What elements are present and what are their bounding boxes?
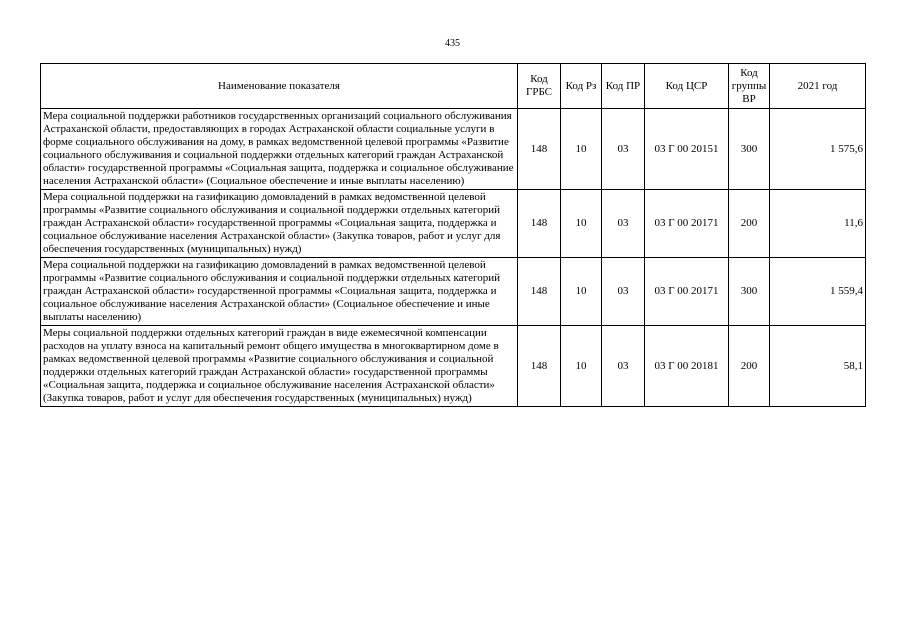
header-year: 2021 год xyxy=(770,64,866,109)
row-csr: 03 Г 00 20151 xyxy=(645,109,729,190)
row-grbs: 148 xyxy=(518,190,561,258)
row-name: Меры социальной поддержки отдельных категорий граждан в виде ежемесячной компенсации расходов на уплату взноса на капитальный ремонт общего имущества в многоквартирном доме в рамках ведомственной целевой программы «Развитие социального обслуживания и социальной поддержки отдельных категорий граждан Астраханской области» государственной программы «Социальная защита, поддержка и социальное обслуживание населения Астраханской области» (Закупка товаров, работ и услуг для обеспечения государственных (муниципальных) нужд) xyxy=(41,326,518,407)
header-vr: Код группы ВР xyxy=(729,64,770,109)
table-row xyxy=(41,190,866,258)
row-grbs: 148 xyxy=(518,109,561,190)
row-vr: 300 xyxy=(729,258,770,326)
table-row xyxy=(41,326,866,407)
row-grbs: 148 xyxy=(518,258,561,326)
row-vr: 200 xyxy=(729,190,770,258)
row-rz: 10 xyxy=(561,190,602,258)
row-pr: 03 xyxy=(602,326,645,407)
row-name: Мера социальной поддержки на газификацию домовладений в рамках ведомственной целевой программы «Развитие социального обслуживания и социальной поддержки отдельных категорий граждан Астраханской области» государственной программы «Социальная защита, поддержка и социальное обслуживание населения Астраханской области» (Закупка товаров, работ и услуг для обеспечения государственных (муниципальных) нужд) xyxy=(41,190,518,258)
table-header-row xyxy=(41,64,866,109)
row-pr: 03 xyxy=(602,190,645,258)
row-amount: 1 559,4 xyxy=(770,258,866,326)
row-csr: 03 Г 00 20171 xyxy=(645,258,729,326)
row-amount: 58,1 xyxy=(770,326,866,407)
budget-table xyxy=(40,63,866,407)
header-csr: Код ЦСР xyxy=(645,64,729,109)
table-row xyxy=(41,258,866,326)
row-rz: 10 xyxy=(561,326,602,407)
header-name: Наименование показателя xyxy=(41,64,518,109)
header-rz: Код Рз xyxy=(561,64,602,109)
row-name: Мера социальной поддержки на газификацию домовладений в рамках ведомственной целевой программы «Развитие социального обслуживания и социальной поддержки отдельных категорий граждан Астраханской области» государственной программы «Социальная защита, поддержка и социальное обслуживание населения Астраханской области» (Социальное обеспечение и иные выплаты населению) xyxy=(41,258,518,326)
row-vr: 200 xyxy=(729,326,770,407)
row-pr: 03 xyxy=(602,258,645,326)
row-rz: 10 xyxy=(561,258,602,326)
row-vr: 300 xyxy=(729,109,770,190)
header-pr: Код ПР xyxy=(602,64,645,109)
row-name: Мера социальной поддержки работников государственных организаций социального обслуживания Астраханской области, предоставляющих в городах Астраханской области социальные услуги в форме социального обслуживания на дому, в рамках ведомственной целевой программы «Развитие социального обслуживания и социальной поддержки отдельных категорий граждан Астраханской области» государственной программы «Социальная защита, поддержка и социальное обслуживание населения Астраханской области» (Социальное обеспечение и иные выплаты населению) xyxy=(41,109,518,190)
row-pr: 03 xyxy=(602,109,645,190)
table-row xyxy=(41,109,866,190)
row-rz: 10 xyxy=(561,109,602,190)
row-csr: 03 Г 00 20171 xyxy=(645,190,729,258)
row-csr: 03 Г 00 20181 xyxy=(645,326,729,407)
row-amount: 1 575,6 xyxy=(770,109,866,190)
row-grbs: 148 xyxy=(518,326,561,407)
row-amount: 11,6 xyxy=(770,190,866,258)
header-grbs: Код ГРБС xyxy=(518,64,561,109)
page-number: 435 xyxy=(445,38,460,49)
